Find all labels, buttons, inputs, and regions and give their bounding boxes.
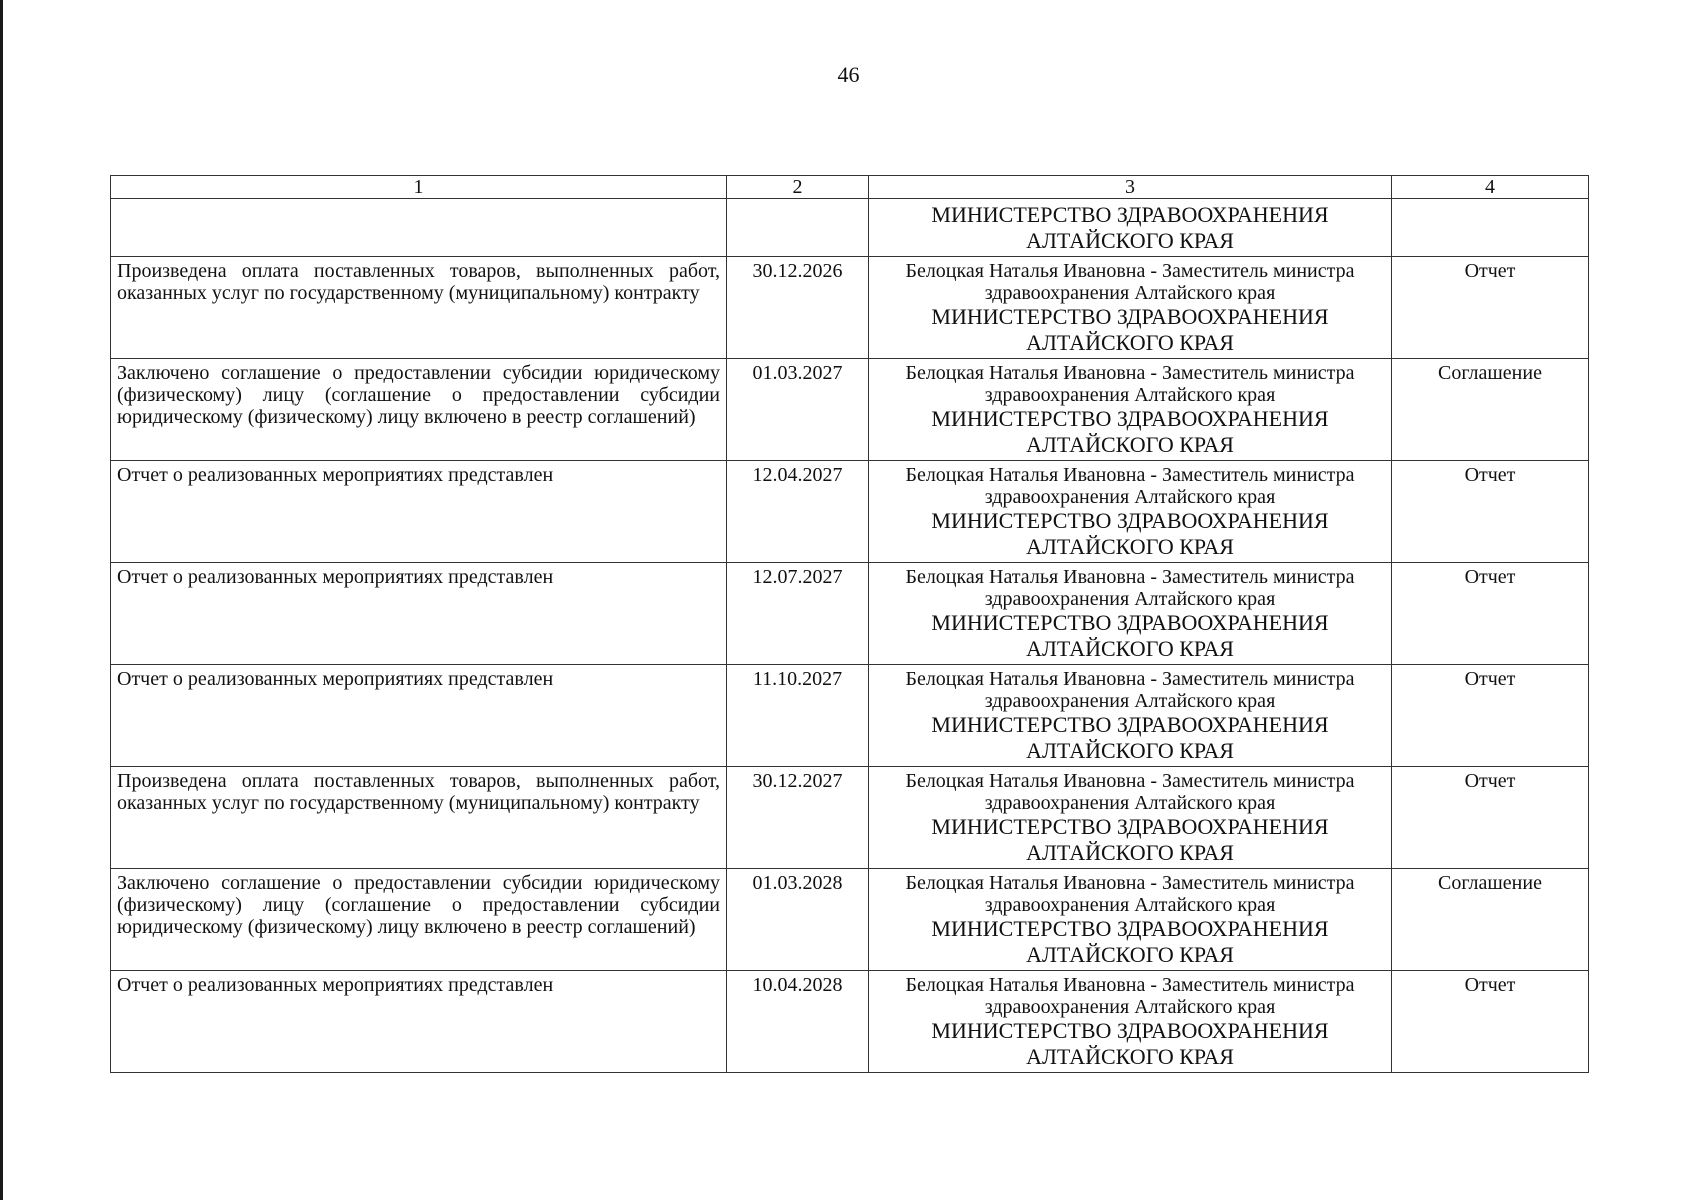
responsible-org: МИНИСТЕРСТВО ЗДРАВООХРАНЕНИЯ АЛТАЙСКОГО КРАЯ [931,1018,1329,1069]
responsible-org: МИНИСТЕРСТВО ЗДРАВООХРАНЕНИЯ АЛТАЙСКОГО КРАЯ [931,304,1329,355]
responsible-org: МИНИСТЕРСТВО ЗДРАВООХРАНЕНИЯ АЛТАЙСКОГО КРАЯ [931,916,1329,967]
responsible-person: Белоцкая Наталья Ивановна - Заместитель министра здравоохранения Алтайского края [905,362,1355,406]
cell-date: 11.10.2027 [727,665,869,767]
events-table-body [111,176,1589,1073]
responsible-org: МИНИСТЕРСТВО ЗДРАВООХРАНЕНИЯ АЛТАЙСКОГО КРАЯ [931,814,1329,865]
cell-date: 12.07.2027 [727,563,869,665]
responsible-person: Белоцкая Наталья Ивановна - Заместитель министра здравоохранения Алтайского края [905,770,1355,814]
column-number-3: 3 [869,176,1392,199]
cell-event: Отчет о реализованных мероприятиях представлен [111,971,727,1073]
table-row [111,869,1589,971]
responsible-person: Белоцкая Наталья Ивановна - Заместитель министра здравоохранения Алтайского края [905,464,1355,508]
responsible-person: Белоцкая Наталья Ивановна - Заместитель министра здравоохранения Алтайского края [905,974,1355,1018]
cell-responsible [869,461,1392,563]
cell-date: 10.04.2028 [727,971,869,1073]
cell-doc-type: Соглашение [1392,869,1589,971]
cell-date: 12.04.2027 [727,461,869,563]
cell-doc-type: Отчет [1392,971,1589,1073]
column-number-2: 2 [727,176,869,199]
table-row-continuation [111,199,1589,257]
cell-doc-type: Отчет [1392,461,1589,563]
cell-doc-type: Соглашение [1392,359,1589,461]
cell-date: 30.12.2027 [727,767,869,869]
responsible-org: МИНИСТЕРСТВО ЗДРАВООХРАНЕНИЯ АЛТАЙСКОГО КРАЯ [931,406,1329,457]
cell-responsible [869,767,1392,869]
cell-event: Отчет о реализованных мероприятиях представлен [111,665,727,767]
table-row [111,257,1589,359]
cell-event: Отчет о реализованных мероприятиях представлен [111,563,727,665]
column-number-1: 1 [111,176,727,199]
cell-responsible [869,971,1392,1073]
table-row [111,563,1589,665]
column-number-row [111,176,1589,199]
cell-event: Заключено соглашение о предоставлении субсидии юридическому (физическому) лицу (соглашение о предоставлении субсидии юридическому (физическому) лицу включено в реестр соглашений) [111,869,727,971]
table-row [111,359,1589,461]
cell-event: Произведена оплата поставленных товаров, выполненных работ, оказанных услуг по государственному (муниципальному) контракту [111,257,727,359]
events-table [110,175,1589,1073]
cell-responsible [869,257,1392,359]
responsible-org: МИНИСТЕРСТВО ЗДРАВООХРАНЕНИЯ АЛТАЙСКОГО КРАЯ [931,712,1329,763]
page-number: 46 [837,62,860,87]
cell-doc-type: Отчет [1392,665,1589,767]
table-row [111,461,1589,563]
cell-doc-type-empty [1392,199,1589,257]
cell-date: 30.12.2026 [727,257,869,359]
responsible-person: Белоцкая Наталья Ивановна - Заместитель министра здравоохранения Алтайского края [905,566,1355,610]
responsible-org: МИНИСТЕРСТВО ЗДРАВООХРАНЕНИЯ АЛТАЙСКОГО КРАЯ [931,202,1329,253]
cell-event-empty [111,199,727,257]
cell-event: Произведена оплата поставленных товаров, выполненных работ, оказанных услуг по государственному (муниципальному) контракту [111,767,727,869]
cell-date: 01.03.2028 [727,869,869,971]
cell-doc-type: Отчет [1392,563,1589,665]
table-row [111,971,1589,1073]
cell-responsible [869,665,1392,767]
responsible-org: МИНИСТЕРСТВО ЗДРАВООХРАНЕНИЯ АЛТАЙСКОГО КРАЯ [931,610,1329,661]
column-number-4: 4 [1392,176,1589,199]
cell-date-empty [727,199,869,257]
cell-responsible [869,359,1392,461]
cell-doc-type: Отчет [1392,257,1589,359]
cell-event: Отчет о реализованных мероприятиях представлен [111,461,727,563]
cell-date: 01.03.2027 [727,359,869,461]
scan-edge-line [0,0,3,1200]
cell-responsible [869,563,1392,665]
table-row [111,767,1589,869]
cell-responsible [869,869,1392,971]
responsible-org: МИНИСТЕРСТВО ЗДРАВООХРАНЕНИЯ АЛТАЙСКОГО КРАЯ [931,508,1329,559]
table-row [111,665,1589,767]
cell-event: Заключено соглашение о предоставлении субсидии юридическому (физическому) лицу (соглашение о предоставлении субсидии юридическому (физическому) лицу включено в реестр соглашений) [111,359,727,461]
cell-responsible-org [869,199,1392,257]
cell-doc-type: Отчет [1392,767,1589,869]
responsible-person: Белоцкая Наталья Ивановна - Заместитель министра здравоохранения Алтайского края [905,260,1355,304]
responsible-person: Белоцкая Наталья Ивановна - Заместитель министра здравоохранения Алтайского края [905,872,1355,916]
responsible-person: Белоцкая Наталья Ивановна - Заместитель министра здравоохранения Алтайского края [905,668,1355,712]
